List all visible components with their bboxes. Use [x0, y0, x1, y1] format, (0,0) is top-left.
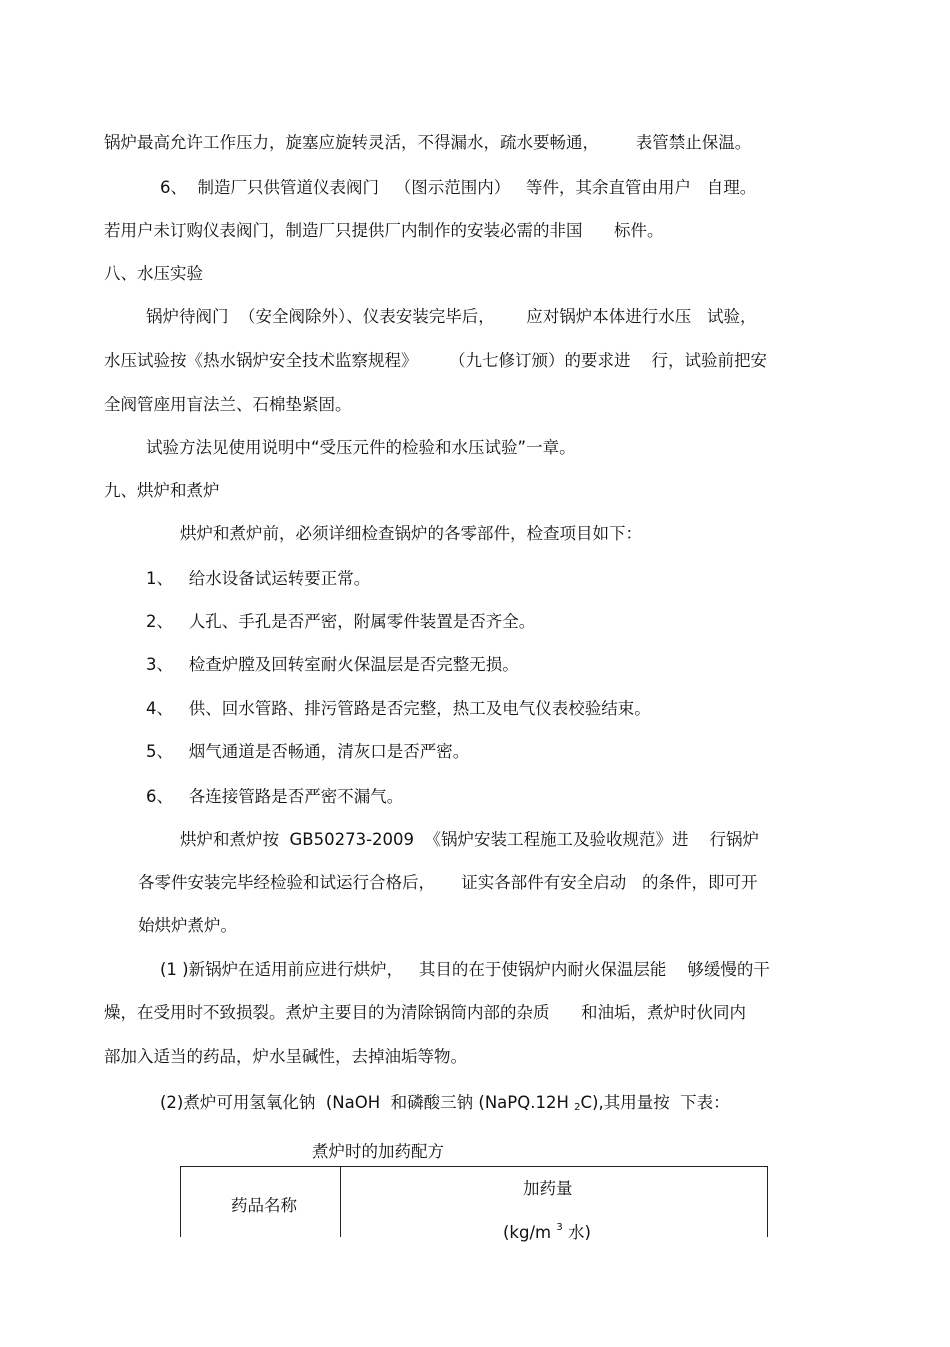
- text-line: 烘炉和煮炉按 GB50273-2009 《锅炉安装工程施工及验收规范》进 行锅炉: [180, 830, 759, 849]
- table-header-dosage: 加药量: [523, 1179, 573, 1198]
- list-item: 5、 烟气通道是否畅通，清灰口是否严密。: [146, 742, 470, 761]
- text-segment: (kg/m: [503, 1223, 557, 1242]
- list-item: 4、 供、回水管路、排污管路是否完整，热工及电气仪表校验结束。: [146, 699, 651, 718]
- table-caption: 煮炉时的加药配方: [312, 1142, 444, 1161]
- list-item: 6、 各连接管路是否严密不漏气。: [146, 787, 404, 806]
- text-line: 若用户未订购仪表阀门，制造厂只提供厂内制作的安装必需的非国 标件。: [104, 221, 664, 240]
- text-segment: 水): [562, 1223, 591, 1242]
- dosage-table: [180, 1166, 768, 1242]
- section-heading: 八、水压实验: [104, 264, 203, 283]
- list-item: 1、 给水设备试运转要正常。: [146, 569, 371, 588]
- superscript: 3: [556, 1222, 563, 1233]
- text-line: 始烘炉煮炉。: [138, 916, 237, 935]
- text-line: 全阀管座用盲法兰、石棉垫紧固。: [104, 395, 352, 414]
- text-line: 燥，在受用时不致损裂。煮炉主要目的为清除锅筒内部的杂质 和油垢，煮炉时伙同内: [104, 1003, 746, 1022]
- text-line: 锅炉最高允许工作压力，旋塞应旋转灵活，不得漏水，疏水要畅通， 表管禁止保温。: [104, 133, 752, 152]
- text-segment: C),其用量按 下表：: [580, 1093, 730, 1112]
- text-segment: (2)煮炉可用氢氧化钠 (NaOH 和磷酸三钠 (NaPQ.12H: [160, 1093, 575, 1112]
- text-line: 水压试验按《热水锅炉安全技术监察规程》 （九七修订颁）的要求进 行，试验前把安: [104, 351, 767, 370]
- table-header-drug-name: 药品名称: [231, 1196, 297, 1215]
- text-line: 6、 制造厂只供管道仪表阀门 （图示范围内） 等件，其余直管由用户 自理。: [160, 178, 757, 197]
- text-line: 各零件安装完毕经检验和试运行合格后， 证实各部件有安全启动 的条件，即可开: [138, 873, 758, 892]
- list-item: 3、 检查炉膛及回转室耐火保温层是否完整无损。: [146, 655, 519, 674]
- text-line: 部加入适当的药品，炉水呈碱性，去掉油垢等物。: [104, 1047, 467, 1066]
- subscript: 2: [574, 1102, 581, 1113]
- text-line: 试验方法见使用说明中“受压元件的检验和水压试验”一章。: [146, 438, 576, 457]
- section-heading: 九、烘炉和煮炉: [104, 481, 220, 500]
- text-line: (1 )新锅炉在适用前应进行烘炉， 其目的在于使锅炉内耐火保温层能 够缓慢的干: [160, 960, 770, 979]
- table-divider: [340, 1167, 341, 1237]
- table-header-unit: [503, 1217, 591, 1244]
- text-line: 锅炉待阀门 （安全阀除外）、仪表安装完毕后， 应对锅炉本体进行水压 试验，: [146, 307, 757, 326]
- text-line: 烘炉和煮炉前，必须详细检查锅炉的各零部件，检查项目如下：: [180, 524, 642, 543]
- list-item: 2、 人孔、手孔是否严密，附属零件装置是否齐全。: [146, 612, 536, 631]
- text-line: [160, 1092, 730, 1119]
